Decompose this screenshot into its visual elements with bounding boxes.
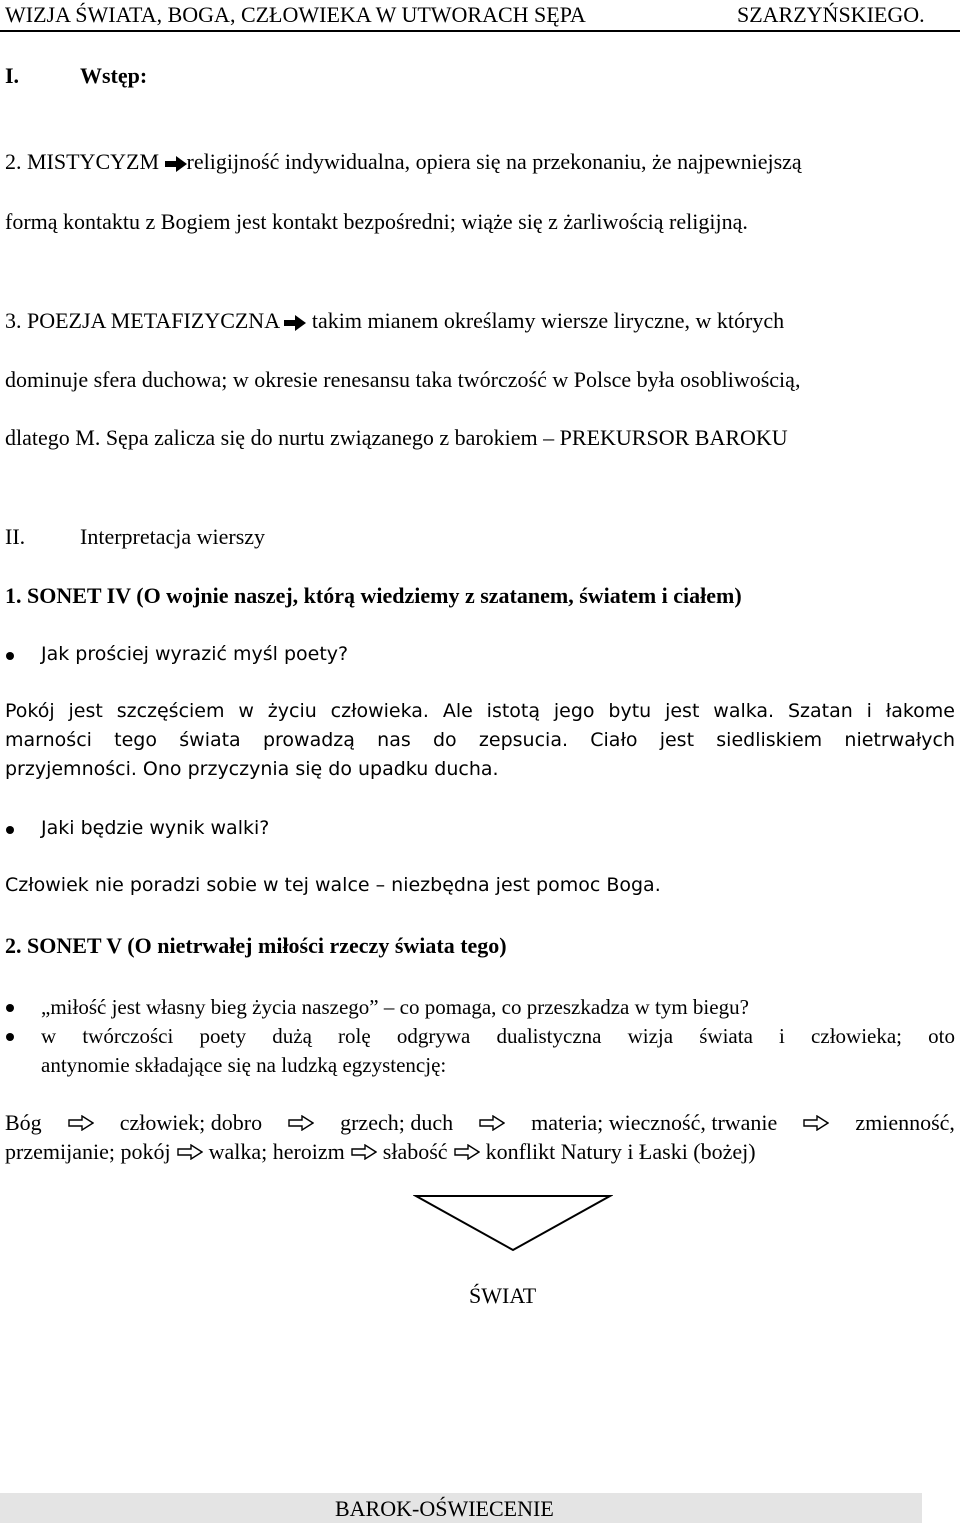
sonet-4-question-1: Jak prościej wyrazić myśl poety? — [41, 643, 349, 665]
section-2-title: Interpretacja wierszy — [80, 524, 266, 549]
mistycyzm-line-1 — [5, 149, 802, 175]
header-title-right: SZARZYŃSKIEGO. — [737, 2, 925, 27]
outline-arrow-icon — [288, 1115, 314, 1131]
sonet-5-bullet-1: „miłość jest własny bieg życia naszego” – co pomaga, co przeszkadza w tym biegu? — [41, 995, 749, 1019]
sonet-5-title: 2. SONET V (O nietrwałej miłości rzeczy świata tego) — [5, 933, 507, 958]
sonet-4-answer-1-line-1: Pokój jest szczęściem w życiu człowieka. Ale istotą jego bytu jest walka. Szatan i łakome — [5, 700, 955, 722]
poezja-line-2: dominuje sfera duchowa; w okresie renesansu taka twórczość w Polsce była osobliwością, — [5, 367, 801, 392]
bold-arrow-icon — [165, 156, 187, 172]
bullet-icon — [6, 826, 14, 834]
section-2-number: II. — [5, 524, 26, 549]
poezja-line-3: dlatego M. Sępa zalicza się do nurtu związanego z barokiem – PREKURSOR BAROKU — [5, 425, 788, 450]
section-1-title: Wstęp: — [80, 63, 148, 88]
antinomy-term: grzech; duch — [340, 1110, 454, 1135]
poezja-definition: takim mianem określamy wiersze liryczne, w których — [306, 308, 785, 333]
antinomy-term: materia; wieczność, trwanie — [531, 1110, 778, 1135]
antinomy-term: konflikt Natury i Łaski (bożej) — [485, 1139, 756, 1164]
antinomies-line-1 — [5, 1110, 955, 1136]
bullet-icon — [6, 652, 14, 660]
down-arrow-icon — [413, 1193, 613, 1253]
section-1-number: I. — [5, 63, 20, 88]
mistycyzm-line-2: formą kontaktu z Bogiem jest kontakt bezpośredni; wiąże się z żarliwością religijną. — [5, 209, 748, 234]
sonet-4-answer-1-line-3: przyjemności. Ono przyczynia się do upadku ducha. — [5, 758, 499, 780]
antinomy-term: przemijanie; pokój — [5, 1139, 171, 1164]
sonet-4-answer-2: Człowiek nie poradzi sobie w tej walce – niezbędna jest pomoc Boga. — [5, 874, 661, 896]
sonet-5-bullet-2-line-1: w twórczości poety dużą rolę odgrywa dualistyczna wizja świata i człowieka; oto — [41, 1024, 955, 1048]
outline-arrow-icon — [177, 1144, 203, 1160]
header-rule — [0, 30, 960, 32]
poezja-line-1 — [5, 308, 784, 334]
sonet-5-bullet-2-line-2: antynomie składające się na ludzką egzystencję: — [41, 1053, 447, 1077]
sonet-4-title-text: 1. SONET IV (O wojnie naszej, którą wiedziemy z szatanem, światem i ciałem) — [5, 583, 742, 608]
outline-arrow-icon — [479, 1115, 505, 1131]
sonet-4-title — [5, 583, 742, 609]
outline-arrow-icon — [454, 1144, 480, 1160]
antinomies-line-2 — [5, 1139, 756, 1165]
antinomy-term: walka; heroizm — [208, 1139, 345, 1164]
mistycyzm-definition: religijność indywidualna, opiera się na przekonaniu, że najpewniejszą — [186, 149, 802, 174]
outline-arrow-icon — [803, 1115, 829, 1131]
antinomy-term: zmienność, — [855, 1110, 955, 1135]
header-title-left: WIZJA ŚWIATA, BOGA, CZŁOWIEKA W UTWORACH SĘPA — [5, 2, 586, 27]
antinomy-term: Bóg — [5, 1110, 42, 1135]
bullet-icon — [6, 1033, 14, 1041]
poezja-term: 3. POEZJA METAFIZYCZNA — [5, 308, 285, 333]
antinomy-term: człowiek; dobro — [119, 1110, 263, 1135]
sonet-4-answer-1-line-2: marności tego świata prowadzą nas do zepsucia. Ciało jest siedliskiem nietrwałych — [5, 729, 955, 751]
swiat-label: ŚWIAT — [469, 1283, 537, 1308]
outline-arrow-icon — [351, 1144, 377, 1160]
antinomy-term: słabość — [382, 1139, 448, 1164]
sonet-4-question-2: Jaki będzie wynik walki? — [41, 817, 270, 839]
mistycyzm-term: 2. MISTYCYZM — [5, 149, 165, 174]
bullet-icon — [6, 1004, 14, 1012]
bold-arrow-icon — [284, 315, 306, 331]
outline-arrow-icon — [68, 1115, 94, 1131]
footer-text: BAROK-OŚWIECENIE — [335, 1496, 554, 1521]
